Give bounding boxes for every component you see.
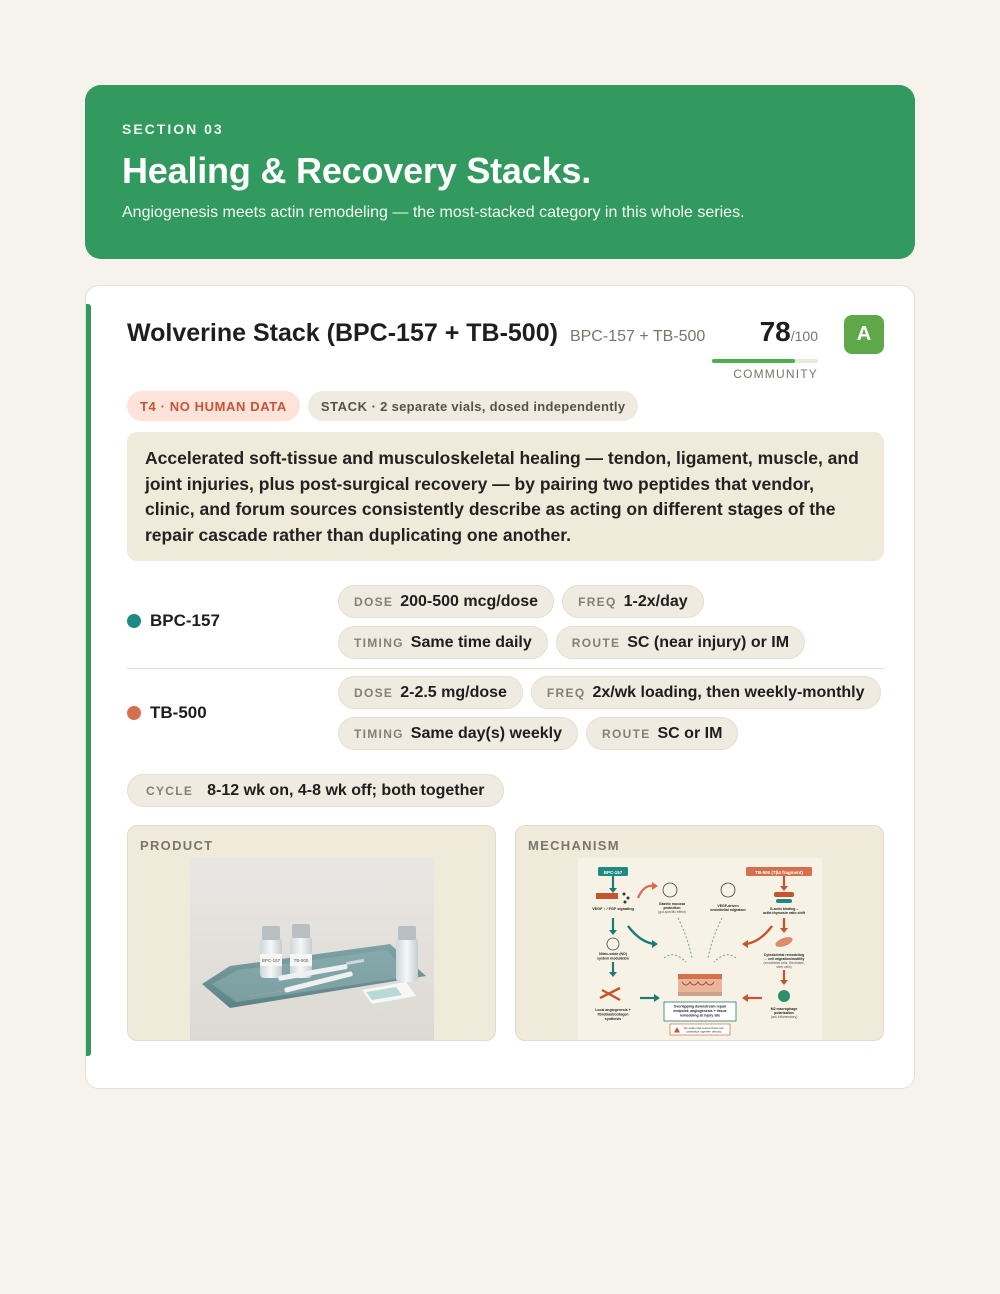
grade-badge: A [844,315,884,354]
compound-name [127,611,220,631]
svg-text:G-actin binding –: G-actin binding – [769,907,799,911]
svg-text:Local angiogenesis +: Local angiogenesis + [595,1008,631,1012]
svg-text:TB-500: TB-500 [293,958,309,963]
compound-tb500 [127,676,884,751]
compound-name [127,703,207,723]
svg-text:No study has tested these two: No study has tested these two [683,1025,725,1030]
svg-text:endpoint: angiogenesis + tissu: endpoint: angiogenesis + tissue [673,1009,727,1013]
score-value: 78 [759,316,791,347]
svg-text:protection: protection [663,906,681,910]
svg-text:system modulation: system modulation [597,956,629,961]
stack-title-row [127,319,705,348]
svg-text:(anti-inflammatory): (anti-inflammatory) [770,1015,798,1019]
dose-chip: DOSE 200-500 mcg/dose [338,585,554,618]
timing-chip: TIMING Same time daily [338,626,548,659]
svg-text:VEGF-driven: VEGF-driven [717,904,739,908]
cycle-value: 8-12 wk on, 4-8 wk off; both together [207,781,485,799]
svg-text:(endothelial cells, fibroblast: (endothelial cells, fibroblasts, [763,961,805,965]
svg-text:endothelial migration: endothelial migration [710,908,746,912]
svg-text:Gastric mucosa: Gastric mucosa [658,902,686,906]
svg-text:actin:thymosin ratio shift: actin:thymosin ratio shift [763,911,805,915]
route-chip: ROUTE SC (near injury) or IM [556,626,805,659]
section-eyebrow: SECTION 03 [122,121,224,137]
product-panel [127,825,496,1041]
svg-text:(gut-specific effect): (gut-specific effect) [658,910,686,914]
compound-label: BPC-157 [150,611,220,630]
cycle-key: CYCLE [146,783,194,798]
svg-text:VEGF ↑ / FGF signaling: VEGF ↑ / FGF signaling [592,907,634,911]
svg-text:TB-500 (Tβ4 fragment): TB-500 (Tβ4 fragment) [755,869,803,875]
svg-text:BPC-157: BPC-157 [261,958,281,963]
stack-tag-detail: · 2 separate vials, dosed independently [371,398,626,414]
svg-text:fibroblast/collagen: fibroblast/collagen [597,1012,629,1017]
stack-card [85,285,915,1089]
product-label: PRODUCT [140,838,214,853]
score-bar [712,359,818,363]
compound-divider [127,668,884,669]
card-accent-bar [86,304,91,1056]
compound-color-dot [127,706,141,720]
cycle-chip [127,774,504,807]
dose-chip: DOSE 2-2.5 mg/dose [338,676,523,709]
mechanism-label: MECHANISM [528,838,620,853]
stack-components: BPC-157 + TB-500 [569,328,706,345]
stack-summary: Accelerated soft-tissue and musculoskeletal healing — tendon, ligament, muscle, and joint injuries, plus post-surgical recovery — by pairing two peptides that vendor, clinic, and forum sources consistently describe as acting on different stages of the repair cascade rather than duplicating one another. [127,432,884,561]
timing-chip: TIMING Same day(s) weekly [338,717,578,750]
svg-text:BPC-157: BPC-157 [603,869,623,875]
svg-text:Overlapping downstream repair: Overlapping downstream repair [673,1004,727,1009]
mechanism-panel [515,825,884,1041]
product-image [190,858,434,1041]
tag-list [127,391,638,421]
stack-tag [308,391,639,421]
stack-tag-label: STACK [320,398,368,414]
freq-chip: FREQ 1-2x/day [562,585,704,618]
compound-bpc157 [127,585,884,660]
svg-text:stem cells): stem cells) [776,965,792,969]
score-bar-fill [712,359,795,363]
score-label: COMMUNITY [733,367,818,381]
vial-third [396,926,418,982]
svg-text:Nitric-oxide (NO): Nitric-oxide (NO) [599,952,627,956]
section-header [85,85,915,259]
compound-dosing [338,585,884,667]
compound-color-dot [127,614,141,628]
compound-dosing [338,676,884,758]
svg-text:M2 macrophage: M2 macrophage [770,1007,798,1011]
svg-text:synthesis: synthesis [604,1017,622,1021]
stack-name: Wolverine Stack (BPC-157 + TB-500) [127,319,558,347]
svg-text:pathways together directly: pathways together directly [686,1029,722,1034]
compound-label: TB-500 [150,703,207,722]
svg-text:→ cell migration/motility: → cell migration/motility [763,957,805,961]
community-score [712,316,818,381]
evidence-tag: T4 · NO HUMAN DATA [127,391,300,421]
section-subtitle: Angiogenesis meets actin remodeling — the most-stacked category in this whole series. [122,204,745,221]
svg-text:remodeling at injury site: remodeling at injury site [679,1013,721,1018]
vial-bpc157 [260,926,282,978]
freq-chip: FREQ 2x/wk loading, then weekly-monthly [531,676,881,709]
vial-tb500 [290,924,312,978]
section-title: Healing & Recovery Stacks. [122,150,592,191]
svg-text:polarization: polarization [774,1011,794,1015]
score-max: /100 [790,328,818,344]
route-chip: ROUTE SC or IM [586,717,738,750]
mechanism-diagram [578,858,822,1041]
svg-text:Cytoskeletal remodeling: Cytoskeletal remodeling [763,953,805,957]
